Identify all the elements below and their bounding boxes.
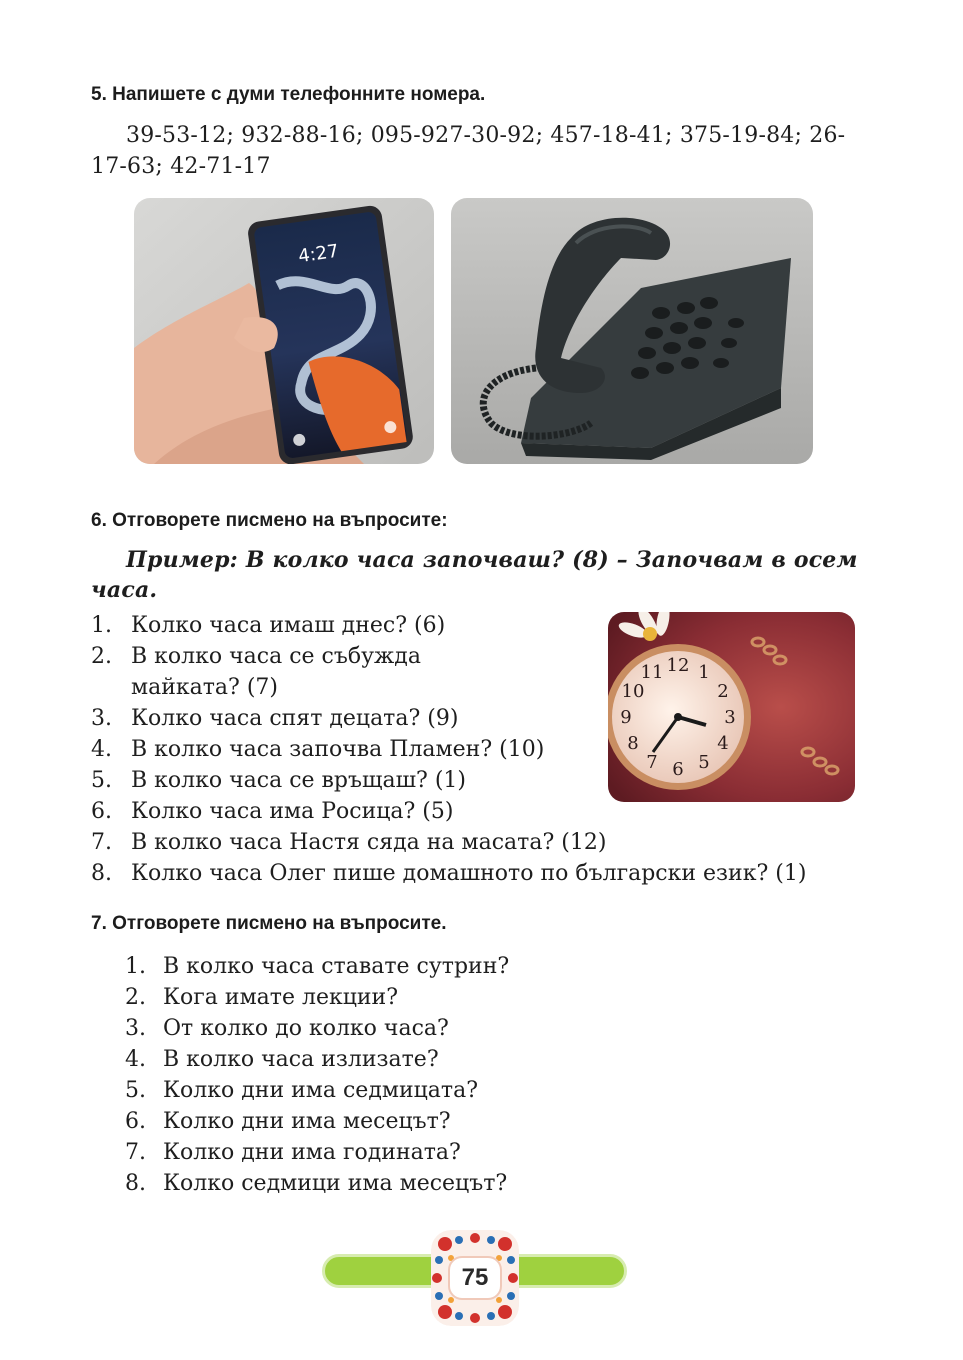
item-number: 1.	[125, 954, 146, 979]
clock-numeral: 8	[627, 733, 639, 754]
clock-numeral: 11	[640, 662, 664, 683]
exercise-7-heading: 7. Отговорете писмено на въпросите.	[91, 913, 447, 934]
question-text: В колко часа започва Пламен? (10)	[131, 737, 545, 762]
desk-telephone-photo	[451, 198, 813, 464]
phone-screen-time: 4:27	[297, 240, 341, 268]
item-number: 7.	[91, 830, 112, 855]
list-item	[91, 858, 881, 889]
question-text: В колко часа Настя сяда на масата? (12)	[131, 830, 607, 855]
item-number: 5.	[125, 1078, 146, 1103]
item-number: 2.	[91, 644, 112, 669]
page-number: 75	[448, 1256, 502, 1300]
clock-numeral: 10	[621, 681, 645, 702]
clock-numeral: 5	[698, 752, 710, 773]
question-text: Колко часа Олег пише домашното по български език? (1)	[131, 861, 807, 886]
item-number: 2.	[125, 985, 146, 1010]
list-item	[125, 1106, 625, 1137]
clock-numeral: 9	[620, 707, 632, 728]
item-number: 3.	[91, 706, 112, 731]
question-text: В колко часа се събужда	[131, 644, 421, 669]
question-text: В колко часа излизате?	[163, 1047, 439, 1072]
item-number: 8.	[91, 861, 112, 886]
list-item	[125, 1044, 625, 1075]
clock-numeral: 1	[698, 662, 710, 683]
question-text: Колко дни има годината?	[163, 1140, 461, 1165]
clock-numeral: 2	[717, 681, 729, 702]
question-text: Кога имате лекции?	[163, 985, 398, 1010]
smartphone-photo	[134, 198, 434, 464]
list-item	[125, 1137, 625, 1168]
question-text: Колко дни има месецът?	[163, 1109, 451, 1134]
item-number: 6.	[125, 1109, 146, 1134]
question-text: Колко часа спят децата? (9)	[131, 706, 459, 731]
question-text: От колко до колко часа?	[163, 1016, 449, 1041]
list-item	[125, 982, 625, 1013]
clock-numeral: 4	[717, 733, 729, 754]
clock-numeral: 3	[724, 707, 736, 728]
question-text-continued: майката? (7)	[131, 675, 278, 700]
list-item	[125, 1168, 625, 1199]
question-text: Колко часа има Росица? (5)	[131, 799, 454, 824]
list-item	[125, 1013, 625, 1044]
item-number: 4.	[125, 1047, 146, 1072]
example-sentence: Пример: В колко часа започваш? (8) – Започвам в осем часа.	[91, 547, 858, 603]
clock-numeral: 7	[646, 752, 658, 773]
clock-numeral: 12	[666, 655, 690, 676]
question-text: В колко часа се връщаш? (1)	[131, 768, 466, 793]
list-item	[125, 951, 625, 982]
list-item	[91, 827, 881, 858]
item-number: 4.	[91, 737, 112, 762]
item-number: 1.	[91, 613, 112, 638]
pocket-watch-photo	[608, 612, 855, 802]
exercise-6-heading: 6. Отговорете писмено на въпросите:	[91, 510, 448, 531]
item-number: 7.	[125, 1140, 146, 1165]
exercise-5-heading: 5. Напишете с думи телефонните номера.	[91, 84, 486, 105]
question-text: В колко часа ставате сутрин?	[163, 954, 510, 979]
item-number: 3.	[125, 1016, 146, 1041]
item-number: 8.	[125, 1171, 146, 1196]
question-text: Колко седмици има месецът?	[163, 1171, 508, 1196]
list-item	[125, 1075, 625, 1106]
phone-numbers-text: 39-53-12; 932-88-16; 095-927-30-92; 457-18-41; 375-19-84; 26-17-63; 42-71-17	[91, 123, 846, 179]
question-text: Колко часа имаш днес? (6)	[131, 613, 446, 638]
item-number: 6.	[91, 799, 112, 824]
question-text: Колко дни има седмицата?	[163, 1078, 478, 1103]
item-number: 5.	[91, 768, 112, 793]
exercise-7-questions	[125, 951, 625, 1199]
clock-numeral: 6	[672, 759, 684, 780]
